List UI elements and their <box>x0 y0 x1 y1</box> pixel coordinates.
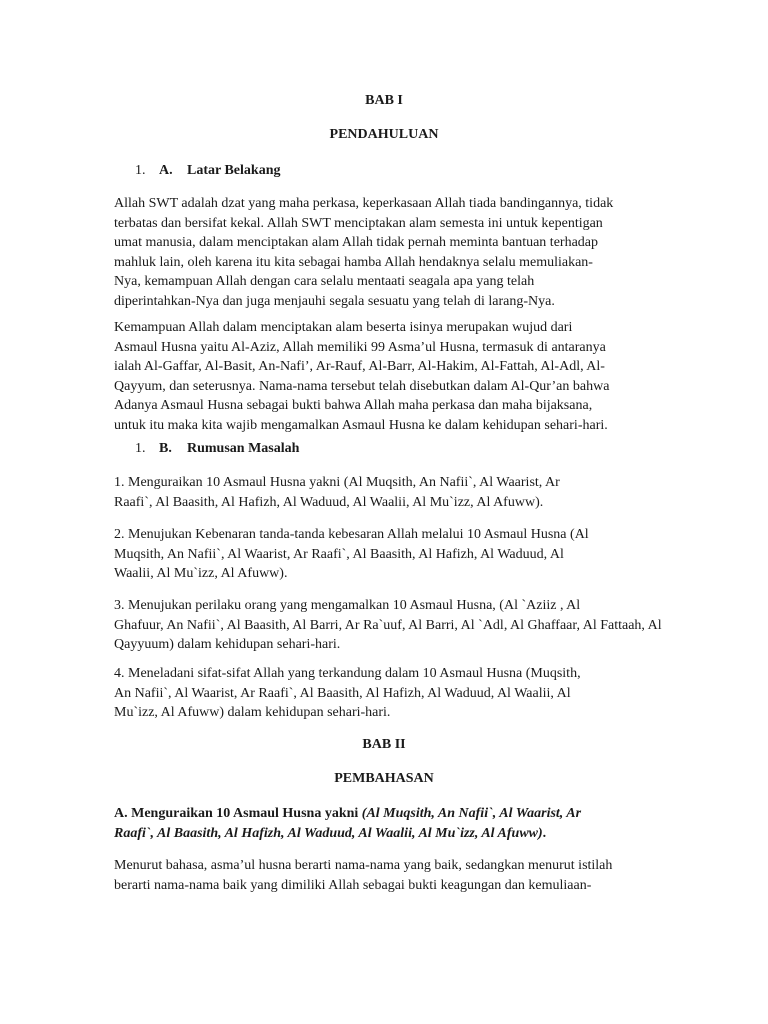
chapter-title: BAB I <box>365 93 403 108</box>
section-heading-prefix: A. Menguraikan 10 Asmaul Husna yakni <box>114 806 362 821</box>
section-title: Latar Belakang <box>187 163 281 178</box>
section-number: 1. <box>135 163 146 178</box>
section-heading-latar-belakang <box>135 162 280 179</box>
list-item: 4. Meneladani sifat-sifat Allah yang terkandung dalam 10 Asmaul Husna (Muqsith, An Nafii`, Al Waarist, Ar Raafi`, Al Baasith, Al Hafizh, Al Waduud, Al Waalii, Al Mu`izz, Al Afuww) dalam kehidupan sehari-hari. <box>114 666 581 721</box>
chapter-subtitle: PEMBAHASAN <box>334 771 434 786</box>
paragraph: Menurut bahasa, asma’ul husna berarti nama-nama yang baik, sedangkan menurut istilah berarti nama-nama baik yang dimiliki Allah sebagai bukti keagungan dan kemuliaan- <box>114 858 613 893</box>
section-letter: B. <box>159 441 172 456</box>
section-heading-italic: (Al Muqsith, An Nafii`, Al Waarist, Ar Raafi`, Al Baasith, Al Hafizh, Al Waduud, Al Waalii, Al Mu`izz, Al Afuww) <box>114 806 582 841</box>
section-title: Rumusan Masalah <box>187 441 300 456</box>
chapter-title: BAB II <box>362 737 406 752</box>
section-heading-menguraikan <box>114 804 662 843</box>
list-item: 2. Menujukan Kebenaran tanda-tanda kebesaran Allah melalui 10 Asmaul Husna (Al Muqsith, An Nafii`, Al Waarist, Ar Raafi`, Al Baasith, Al Hafizh, Al Waduud, Al Waalii, Al Mu`izz, Al Afuww). <box>114 527 589 582</box>
list-item: 3. Menujukan perilaku orang yang mengamalkan 10 Asmaul Husna, (Al `Aziiz , Al Ghafuur, An Nafii`, Al Baasith, Al Barri, Ar Ra`uuf, Al Barri, Al `Adl, Al Ghaffaar, Al Fattaah, Al Qayyuum) dalam kehidupan sehari-hari. <box>114 598 662 653</box>
section-heading-rumusan-masalah <box>135 440 299 457</box>
chapter-subtitle: PENDAHULUAN <box>329 127 439 142</box>
section-heading-suffix: . <box>542 825 547 841</box>
paragraph: Kemampuan Allah dalam menciptakan alam beserta isinya merupakan wujud dari Asmaul Husna yaitu Al-Aziz, Allah memiliki 99 Asma’ul Husna, termasuk di antaranya ialah Al-Gaffar, Al-Basit, An-Nafi’, Ar-Rauf, Al-Barr, Al-Hakim, Al-Fattah, Al-Adl, Al- Qayyum, dan seterusnya. Nama-nama tersebut telah disebutkan dalam Al-Qur’an bahwa Adanya Asmaul Husna sebagai bukti bahwa Allah maha perkasa dan maha bijaksana, untuk itu maka kita wajib mengamalkan Asmaul Husna ke dalam kehidupan sehari-hari. <box>114 320 610 433</box>
section-number: 1. <box>135 441 146 456</box>
list-item: 1. Menguraikan 10 Asmaul Husna yakni (Al Muqsith, An Nafii`, Al Waarist, Ar Raafi`, Al Baasith, Al Hafizh, Al Waduud, Al Waalii, Al Mu`izz, Al Afuww). <box>114 475 560 510</box>
section-letter: A. <box>159 163 173 178</box>
paragraph: Allah SWT adalah dzat yang maha perkasa, keperkasaan Allah tiada bandingannya, tidak terbatas dan bersifat kekal. Allah SWT menciptakan alam semesta ini untuk kepentigan umat manusia, dalam menciptakan alam Allah tidak pernah meminta bantuan terhadap mahluk lain, oleh karena itu kita sebagai hamba Allah hendaknya selalu memuliakan- Nya, kemampuan Allah dengan cara selalu mentaati seagala apa yang telah diperintahkan-Nya dan juga menjauhi segala sesuatu yang telah di larang-Nya. <box>114 196 614 309</box>
